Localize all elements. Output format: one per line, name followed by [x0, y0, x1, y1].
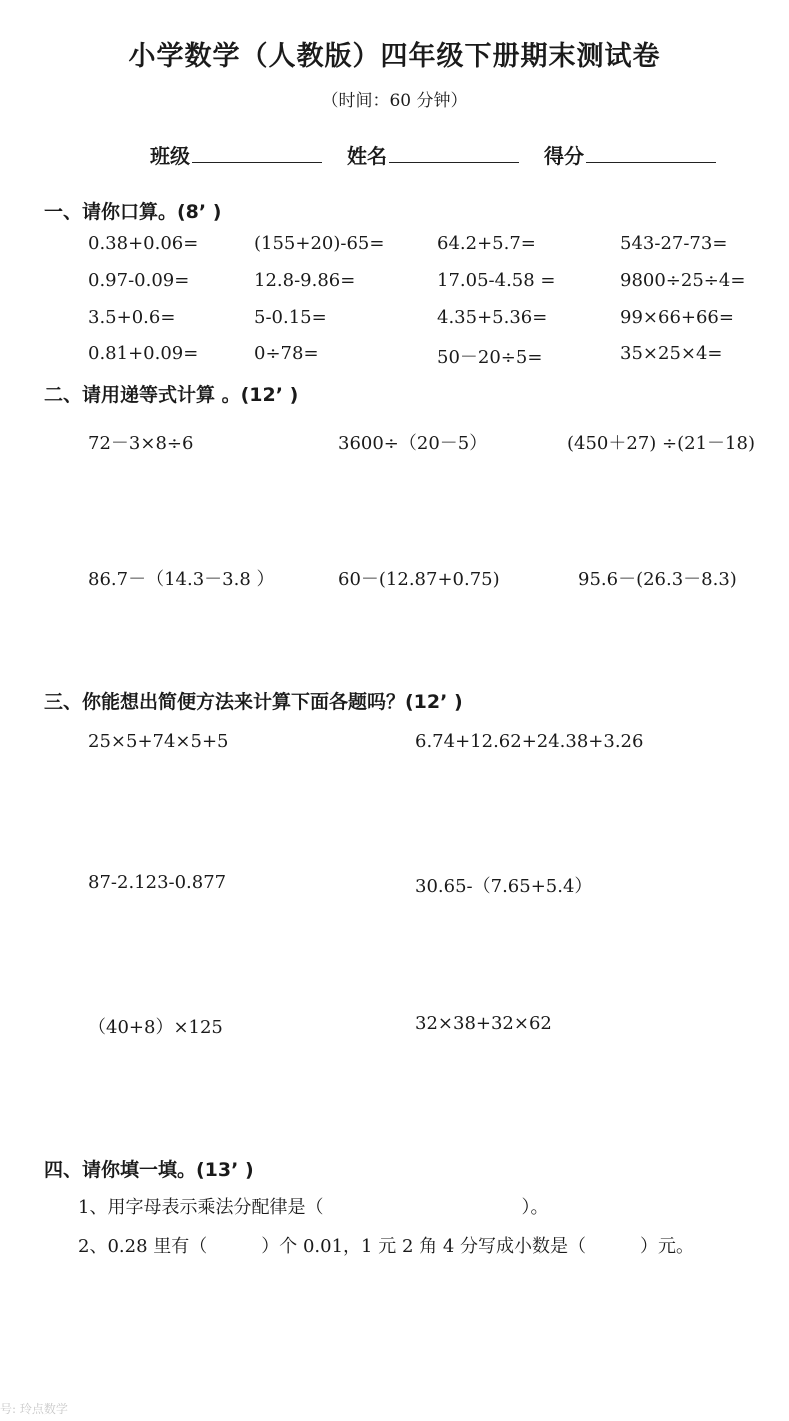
name-field — [347, 140, 519, 169]
stepwise-item: 60－(12.87+0.75) — [338, 569, 500, 590]
mental-item: 12.8-9.86= — [254, 270, 356, 291]
mental-item: 543-27-73= — [620, 233, 728, 254]
stepwise-item: (450＋27) ÷(21－18) — [567, 433, 755, 454]
score-field — [544, 140, 716, 169]
stepwise-item: 86.7－（14.3－3.8 ） — [88, 569, 275, 590]
simplify-item: 6.74+12.62+24.38+3.26 — [415, 731, 644, 752]
mental-item: 35×25×4= — [620, 343, 723, 364]
simplify-item: 87-2.123-0.877 — [88, 872, 227, 893]
section4-heading: 四、请你填一填。(13’ ) — [44, 1159, 254, 1181]
watermark: 号: 玲点数学 — [0, 1402, 68, 1416]
mental-item: 4.35+5.36= — [437, 307, 548, 328]
name-label: 姓名 — [347, 144, 387, 168]
section2-heading: 二、请用递等式计算 。(12’ ) — [44, 384, 299, 406]
fill-question: 2、0.28 里有（ ）个 0.01，1 元 2 角 4 分写成小数是（ ）元。 — [78, 1236, 695, 1257]
mental-item: 99×66+66= — [620, 307, 734, 328]
mental-item: 17.05-4.58 = — [437, 270, 556, 291]
section1-heading: 一、请你口算。(8’ ) — [44, 201, 222, 223]
simplify-item: 25×5+74×5+5 — [88, 731, 229, 752]
stepwise-item: 3600÷（20－5） — [338, 433, 488, 454]
fill-question: 1、用字母表示乘法分配律是（ ）。 — [78, 1197, 549, 1218]
exam-time: （时间：60 分钟） — [321, 91, 468, 111]
mental-item: 0÷78= — [254, 343, 319, 364]
stepwise-item: 95.6－(26.3－8.3) — [578, 569, 737, 590]
simplify-item: 32×38+32×62 — [415, 1013, 552, 1034]
mental-item: 9800÷25÷4= — [620, 270, 746, 291]
mental-item: 5-0.15= — [254, 307, 327, 328]
class-field — [150, 140, 322, 169]
simplify-item: （40+8）×125 — [88, 1017, 223, 1038]
score-label: 得分 — [544, 144, 584, 168]
score-blank[interactable] — [586, 144, 716, 163]
name-blank[interactable] — [389, 144, 519, 163]
mental-item: 64.2+5.7= — [437, 233, 536, 254]
section3-heading: 三、你能想出简便方法来计算下面各题吗？(12’ ) — [44, 691, 463, 713]
simplify-item: 30.65-（7.65+5.4） — [415, 876, 593, 897]
mental-item: 3.5+0.6= — [88, 307, 176, 328]
mental-item: 50－20÷5= — [437, 347, 543, 368]
mental-item: 0.81+0.09= — [88, 343, 199, 364]
class-label: 班级 — [150, 144, 190, 168]
mental-item: (155+20)-65= — [254, 233, 385, 254]
mental-item: 0.38+0.06= — [88, 233, 199, 254]
class-blank[interactable] — [192, 144, 322, 163]
page-title: 小学数学（人教版）四年级下册期末测试卷 — [128, 41, 661, 72]
mental-item: 0.97-0.09= — [88, 270, 190, 291]
stepwise-item: 72－3×8÷6 — [88, 433, 194, 454]
